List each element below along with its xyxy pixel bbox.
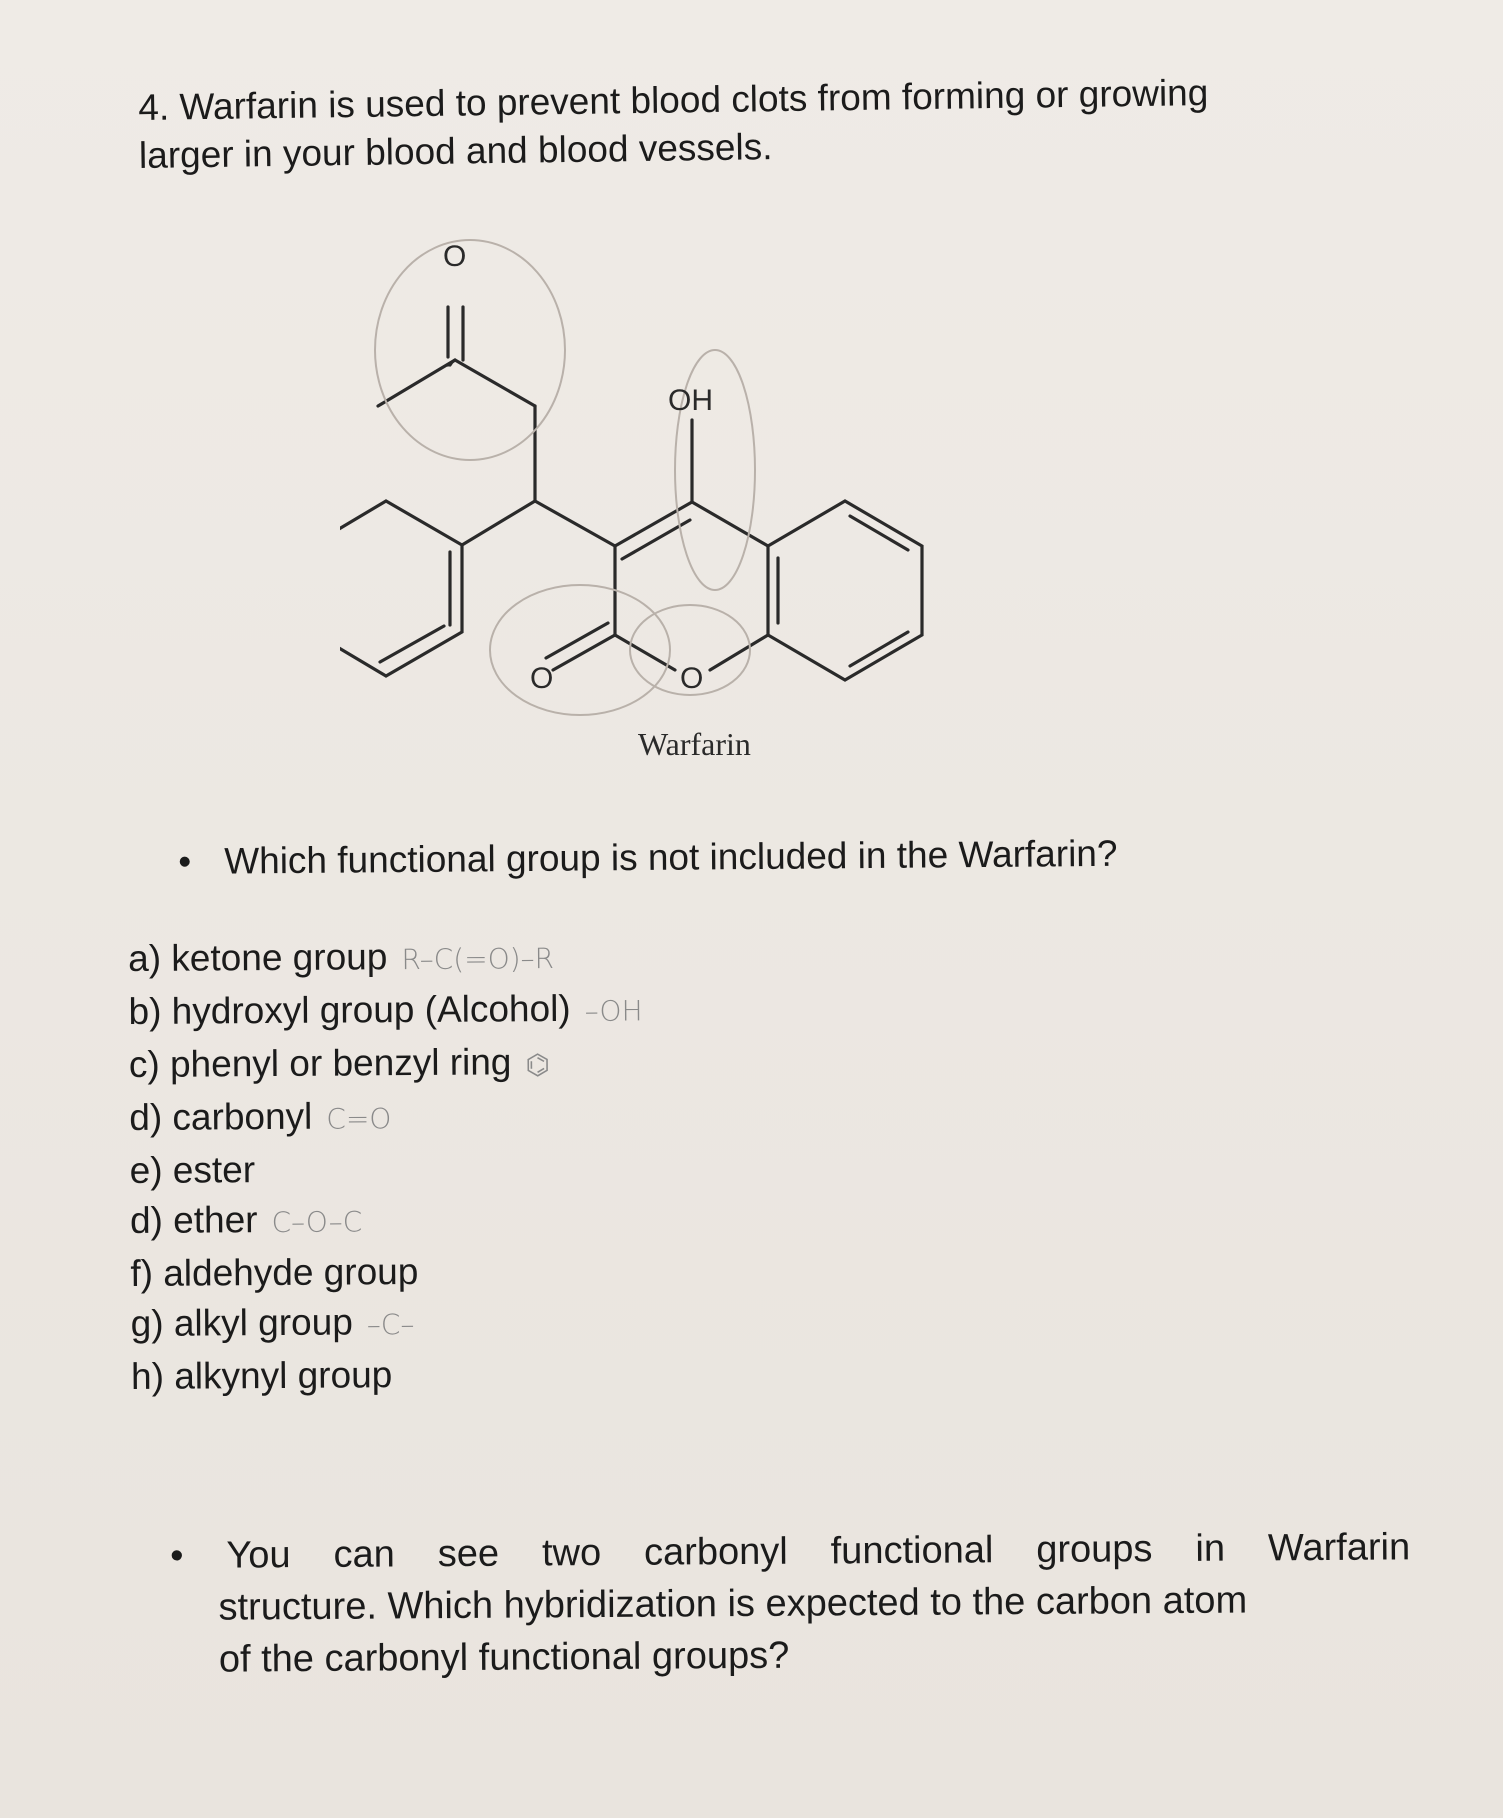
- option-a-label: a) ketone group: [128, 936, 388, 979]
- option-h-label: h) alkynyl group: [130, 1354, 393, 1397]
- option-b-note: –OH: [584, 994, 643, 1028]
- bullet-question-2-line-3: of the carbonyl functional groups?: [218, 1634, 790, 1681]
- bond-ch-c3: [535, 501, 615, 546]
- bond-c2-o: [553, 635, 615, 670]
- option-g[interactable]: [131, 1295, 645, 1352]
- option-c-label: c) phenyl or benzyl ring: [128, 1041, 512, 1085]
- bullet-question-2: [170, 1521, 1411, 1686]
- word: two: [541, 1531, 602, 1575]
- option-d-carbonyl-note: C=O: [326, 1102, 392, 1136]
- bullet-question-1-text: Which functional group is not included in the Warfarin?: [224, 832, 1118, 882]
- option-d-ether-label: d) ether: [129, 1199, 258, 1241]
- word: groups: [1036, 1528, 1153, 1571]
- bullet-dot: •: [170, 1534, 184, 1577]
- option-b[interactable]: [128, 983, 642, 1040]
- bond-ch2: [455, 360, 535, 406]
- bond-c2-o1: [615, 635, 675, 670]
- option-f[interactable]: [130, 1245, 644, 1299]
- word: can: [333, 1533, 395, 1576]
- bullet-question-1: [178, 828, 1118, 888]
- atom-o-carbonyl: O: [530, 662, 554, 695]
- bond-c4-c4a: [692, 502, 768, 546]
- option-e-label: e) ester: [129, 1149, 256, 1191]
- option-d-ether-note: C–O–C: [271, 1205, 363, 1240]
- bullet-question-2-line-1: [170, 1521, 1410, 1582]
- word: see: [437, 1532, 500, 1576]
- bond-ch-phenyl: [462, 501, 535, 545]
- bond-methyl: [378, 360, 455, 406]
- atom-o-ring: O: [680, 662, 704, 695]
- option-c-note: ⌬: [525, 1048, 551, 1082]
- word: functional: [830, 1529, 994, 1573]
- bullet-dot: •: [178, 840, 192, 882]
- word: You: [226, 1534, 291, 1577]
- atom-o-ketone: O: [443, 240, 467, 273]
- option-f-label: f) aldehyde group: [130, 1250, 419, 1294]
- bond-o1-c8a: [710, 635, 768, 670]
- benzo-ring: [768, 501, 922, 680]
- option-d-carbonyl-label: d) carbonyl: [129, 1095, 313, 1138]
- phenyl-double-3: [380, 626, 444, 662]
- option-h[interactable]: [131, 1348, 645, 1402]
- word: Warfarin: [1267, 1526, 1411, 1570]
- question-title: [138, 67, 1379, 180]
- atom-oh: OH: [668, 384, 713, 417]
- option-g-note: –C–: [366, 1308, 415, 1342]
- option-c[interactable]: [129, 1036, 643, 1093]
- option-e[interactable]: [129, 1142, 643, 1196]
- question-line-2: larger in your blood and blood vessels.: [138, 126, 773, 176]
- molecule-caption: Warfarin: [638, 726, 751, 762]
- option-a[interactable]: [128, 930, 642, 987]
- option-a-note: R–C(=O)–R: [401, 942, 555, 977]
- word: carbonyl: [643, 1530, 788, 1574]
- question-line-1: 4. Warfarin is used to prevent blood clots from forming or growing: [138, 72, 1209, 128]
- option-b-label: b) hydroxyl group (Alcohol): [128, 987, 571, 1032]
- option-d-ether[interactable]: [130, 1192, 644, 1249]
- bond-c2-o-double: [546, 623, 608, 658]
- warfarin-structure: [340, 230, 1100, 790]
- bullet-question-2-line-2: structure. Which hybridization is expected to the carbon atom: [218, 1579, 1248, 1629]
- answer-options: [128, 930, 645, 1402]
- option-d-carbonyl[interactable]: [129, 1089, 643, 1146]
- option-g-label: g) alkyl group: [130, 1301, 353, 1344]
- word: in: [1195, 1527, 1226, 1570]
